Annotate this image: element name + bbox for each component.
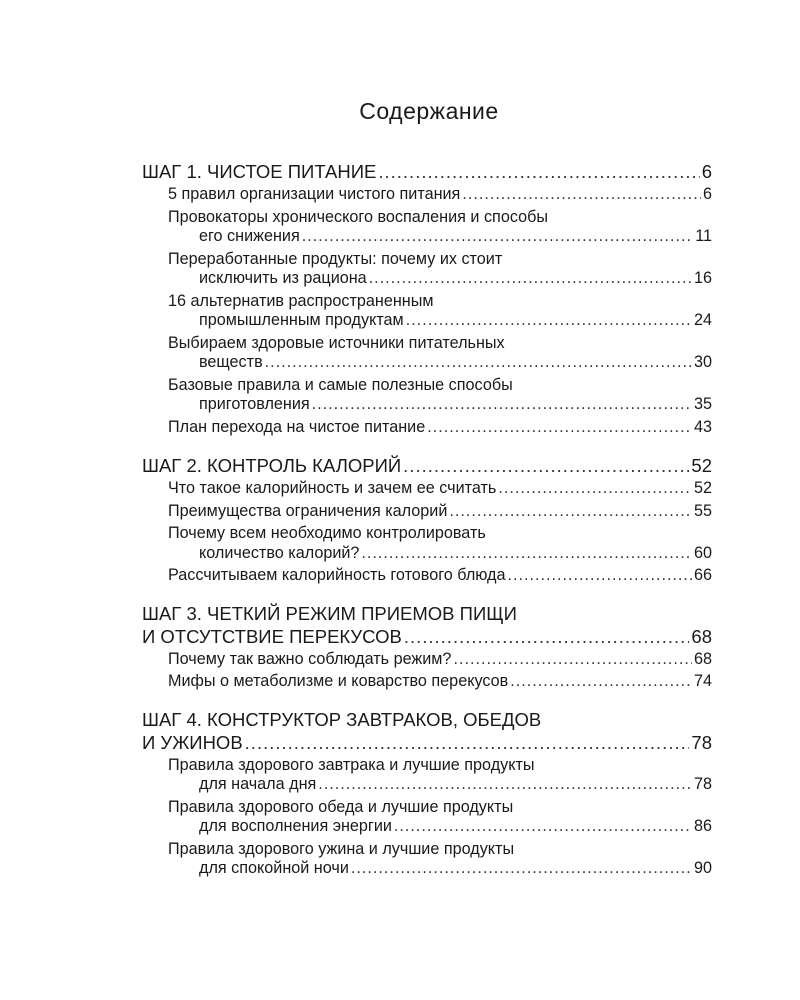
toc-row (168, 672, 712, 692)
entry-text: Мифы о метаболизме и коварство перекусов (168, 672, 509, 690)
entry-text: Преимущества ограничения калорий (168, 501, 448, 520)
entry-text: приготовления (199, 395, 310, 413)
page-number: 16 (693, 269, 712, 287)
dot-leader (404, 625, 690, 648)
entry-list (142, 650, 712, 692)
table-of-contents (142, 160, 712, 895)
dot-leader (369, 269, 692, 289)
toc-entry (168, 566, 712, 586)
toc-row (168, 502, 712, 522)
entry-list (142, 479, 712, 586)
toc-row (142, 731, 712, 754)
toc-row (168, 418, 712, 438)
toc-row (168, 775, 712, 795)
dot-leader (265, 353, 692, 373)
toc-row (168, 650, 712, 670)
toc-row (168, 859, 712, 879)
entry-line: 16 альтернатив распространенным (168, 291, 434, 310)
dot-leader (453, 650, 692, 670)
entry-line: Правила здорового обеда и лучшие продукты (168, 797, 514, 816)
page-number: 24 (693, 311, 712, 329)
toc-entry (168, 334, 712, 373)
entry-list (142, 185, 712, 437)
toc-row (168, 353, 712, 373)
toc-row (142, 454, 712, 477)
page-title: Содержание (359, 98, 499, 124)
dot-leader (378, 160, 699, 183)
toc-entry (168, 418, 712, 438)
toc-section (142, 454, 712, 586)
entry-text: для восполнения энергии (199, 817, 392, 835)
toc-entry (168, 650, 712, 670)
toc-row (142, 625, 712, 648)
dot-leader (394, 817, 692, 837)
page-number: 55 (693, 501, 712, 520)
toc-entry (168, 479, 712, 499)
dot-leader (318, 775, 692, 795)
page-number: 43 (693, 417, 712, 436)
toc-row (142, 160, 712, 183)
dot-leader (312, 395, 692, 415)
dot-leader (406, 311, 692, 331)
toc-entry (168, 798, 712, 837)
entry-line: Базовые правила и самые полезные способы (168, 375, 513, 394)
toc-row (168, 227, 712, 247)
page-number: 78 (693, 775, 712, 793)
entry-text: для начала дня (199, 775, 317, 793)
page-number: 30 (693, 353, 712, 371)
toc-entry (168, 524, 712, 563)
entry-text: промышленным продуктам (199, 311, 404, 329)
toc-row (168, 395, 712, 415)
toc-row (168, 269, 712, 289)
page-number: 68 (693, 649, 712, 668)
page-number: 11 (695, 227, 712, 245)
page-number: 6 (702, 185, 712, 203)
entry-text: ШАГ 1. ЧИСТОЕ ПИТАНИЕ (142, 161, 377, 182)
dot-leader (245, 731, 690, 754)
entry-line: Переработанные продукты: почему их стоит (168, 249, 503, 268)
step-heading (142, 602, 712, 648)
page-number: 78 (691, 731, 712, 753)
toc-row (168, 544, 712, 564)
toc-entry (168, 756, 712, 795)
step-heading-line: ШАГ 4. КОНСТРУКТОР ЗАВТРАКОВ, ОБЕДОВ (142, 708, 542, 730)
entry-line: Правила здорового ужина и лучшие продукты (168, 839, 515, 858)
entry-text: исключить из рациона (199, 269, 367, 287)
page-number: 52 (691, 455, 712, 476)
step-heading (142, 160, 712, 183)
dot-leader (403, 454, 689, 477)
page-number: 52 (693, 479, 712, 497)
entry-text: Почему так важно соблюдать режим? (168, 649, 452, 668)
toc-row (168, 185, 712, 205)
entry-text: для спокойной ночи (199, 859, 349, 877)
step-heading (142, 708, 712, 754)
toc-row (168, 566, 712, 586)
toc-entry (168, 840, 712, 879)
toc-entry (168, 208, 712, 247)
entry-text: Рассчитываем калорийность готового блюда (168, 566, 506, 584)
entry-text: Что такое калорийность и зачем ее считать (168, 479, 497, 497)
toc-row (168, 311, 712, 331)
dot-leader (508, 566, 692, 586)
entry-text: И УЖИНОВ (142, 731, 243, 753)
toc-row (168, 817, 712, 837)
page-number: 68 (691, 625, 712, 647)
dot-leader (302, 227, 693, 247)
entry-text: План перехода на чистое питание (168, 417, 426, 436)
toc-section (142, 602, 712, 692)
toc-entry (168, 250, 712, 289)
page-number: 90 (693, 859, 712, 877)
page-number: 74 (693, 672, 712, 690)
step-heading (142, 454, 712, 477)
dot-leader (498, 479, 692, 499)
entry-line: Почему всем необходимо контролировать (168, 524, 486, 542)
entry-text: ШАГ 2. КОНТРОЛЬ КАЛОРИЙ (142, 455, 402, 476)
toc-section (142, 160, 712, 437)
toc-entry (168, 672, 712, 692)
page-number: 66 (693, 566, 712, 584)
dot-leader (449, 502, 692, 522)
entry-text: количество калорий? (199, 543, 360, 562)
entry-line: Правила здорового завтрака и лучшие продукты (168, 755, 535, 774)
entry-text: его снижения (199, 227, 300, 245)
entry-text: И ОТСУТСТВИЕ ПЕРЕКУСОВ (142, 625, 402, 647)
page-number: 60 (693, 543, 712, 562)
toc-entry (168, 376, 712, 415)
page-number: 35 (693, 395, 712, 413)
dot-leader (510, 672, 692, 692)
entry-text: веществ (199, 353, 263, 371)
dot-leader (361, 544, 692, 564)
entry-list (142, 756, 712, 879)
toc-section (142, 708, 712, 879)
page-number: 6 (701, 161, 712, 182)
toc-entry (168, 292, 712, 331)
toc-entry (168, 185, 712, 205)
step-heading-line: ШАГ 3. ЧЕТКИЙ РЕЖИМ ПРИЕМОВ ПИЩИ (142, 602, 517, 624)
entry-line: Выбираем здоровые источники питательных (168, 333, 505, 352)
page-number: 86 (693, 817, 712, 835)
dot-leader (462, 185, 701, 205)
toc-row (168, 479, 712, 499)
dot-leader (427, 418, 692, 438)
entry-line: Провокаторы хронического воспаления и способы (168, 207, 549, 226)
toc-entry (168, 502, 712, 522)
dot-leader (351, 859, 692, 879)
entry-text: 5 правил организации чистого питания (168, 185, 461, 203)
